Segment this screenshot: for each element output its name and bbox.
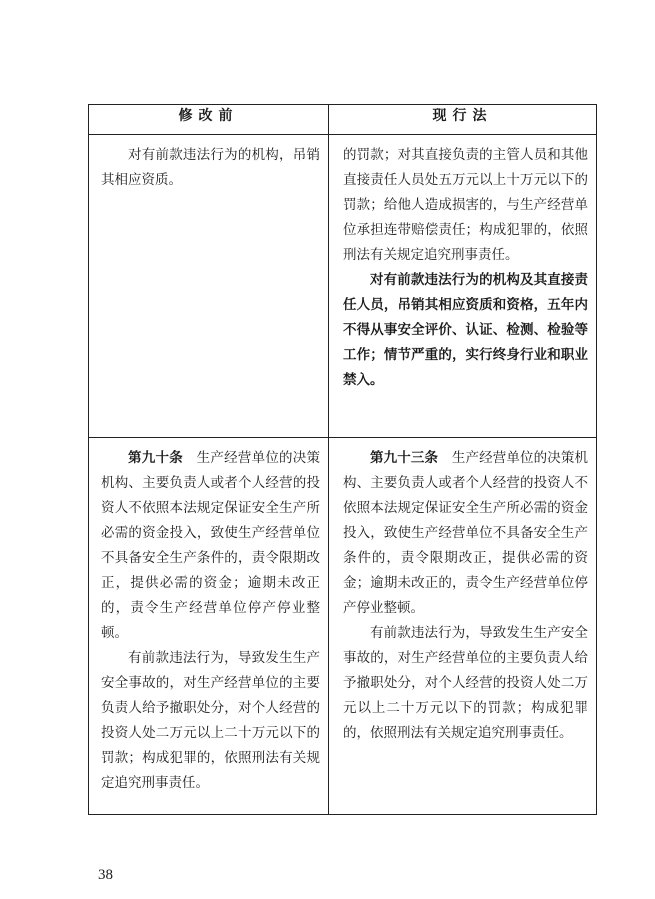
table-row	[89, 438, 597, 815]
cell-current-law	[329, 438, 597, 815]
table-row	[89, 135, 597, 438]
article-number: 第九十条	[128, 450, 183, 466]
paragraph	[343, 446, 588, 621]
comparison-table	[88, 104, 597, 815]
table-header-row	[89, 105, 597, 135]
paragraph: 有前款违法行为，导致发生生产安全事故的，对生产经营单位的主要负责人给予撤职处分，对个人经营的投资人处二万元以上二十万元以下的罚款；构成犯罪的，依照刑法有关规定追究刑事责任。	[343, 625, 588, 741]
article-text: 生产经营单位的决策机构、主要负责人或者个人经营的投资人不依照本法规定保证安全生产所必需的资金投入，致使生产经营单位不具备安全生产条件的，责令限期改正，提供必需的资金；逾期未改正的，责令生产经营单位停产停业整顿。	[343, 450, 589, 616]
header-before-revision: 修改前	[89, 105, 329, 135]
article-text: 生产经营单位的决策机构、主要负责人或者个人经营的投资人不依照本法规定保证安全生产所必需的资金投入，致使生产经营单位不具备安全生产条件的，责令限期改正，提供必需的资金；逾期未改正的，责令生产经营单位停产停业整顿。	[101, 450, 321, 641]
paragraph: 的罚款；对其直接负责的主管人员和其他直接责任人员处五万元以上十万元以下的罚款；给他人造成损害的，与生产经营单位承担连带赔偿责任；构成犯罪的，依照刑法有关规定追究刑事责任。	[343, 147, 588, 263]
page-number: 38	[98, 867, 113, 883]
article-number: 第九十三条	[370, 450, 439, 466]
header-current-law: 现行法	[329, 105, 597, 135]
paragraph	[101, 446, 320, 646]
cell-current-law	[329, 135, 597, 438]
paragraph: 对有前款违法行为的机构，吊销其相应资质。	[101, 147, 320, 188]
paragraph-amended: 对有前款违法行为的机构及其直接责任人员，吊销其相应资质和资格，五年内不得从事安全评价、认证、检测、检验等工作；情节严重的，实行终身行业和职业禁入。	[343, 272, 588, 388]
cell-before-revision	[89, 135, 329, 438]
paragraph: 有前款违法行为，导致发生生产安全事故的，对生产经营单位的主要负责人给予撤职处分，对个人经营的投资人处二万元以上二十万元以下的罚款；构成犯罪的，依照刑法有关规定追究刑事责任。	[101, 650, 320, 791]
cell-before-revision	[89, 438, 329, 815]
